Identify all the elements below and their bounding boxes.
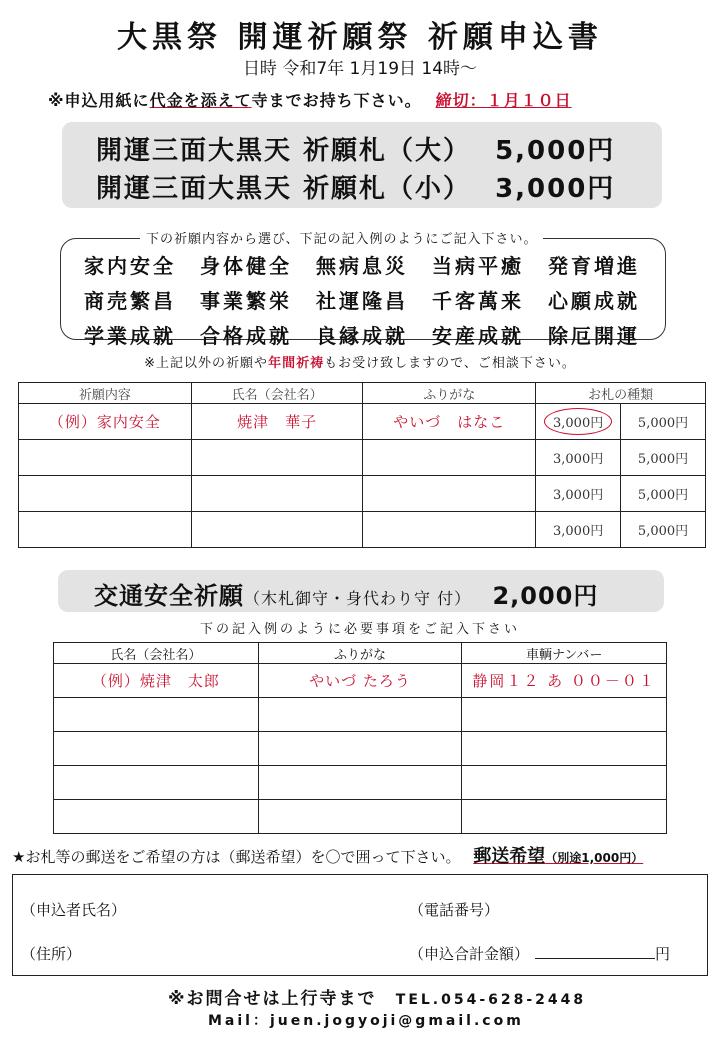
page-title: 大黒祭 開運祈願祭 祈願申込書 (117, 20, 603, 55)
input-furigana[interactable] (363, 476, 536, 512)
other-wish-note (0, 352, 720, 371)
example-furigana: やいづ たろう (258, 664, 462, 698)
input-furigana[interactable] (258, 800, 462, 834)
notice-part3: 寺までお持ち下さい。 (251, 91, 422, 110)
size-large-option[interactable]: 5,000円 (621, 512, 706, 548)
traffic-title: 交通安全祈願 (94, 582, 244, 610)
input-content[interactable] (19, 440, 192, 476)
input-name[interactable] (191, 512, 363, 548)
wish-item: 良縁成就 (316, 324, 408, 348)
input-furigana[interactable] (258, 698, 462, 732)
example-plate: 静岡１２ あ ００－０１ (462, 664, 667, 698)
example-name: （例）焼津 太郎 (54, 664, 259, 698)
mail-option-label: 郵送希望 (473, 846, 546, 867)
yen-label: 円 (655, 945, 671, 963)
wish-list-grid (72, 250, 652, 349)
mail-option[interactable] (473, 846, 643, 867)
traffic-instruction: 下の記入例のように必要事項をご記入下さい (199, 622, 520, 637)
circled-size-small: 3,000円 (544, 408, 612, 435)
amulet-small-label: 開運三面大黒天 祈願札（小） (96, 174, 472, 204)
amulet-small (96, 168, 696, 205)
input-name[interactable] (191, 476, 363, 512)
wish-item: 合格成就 (200, 324, 292, 348)
input-plate[interactable] (462, 800, 667, 834)
input-content[interactable] (19, 476, 192, 512)
address-field[interactable]: （住所） (21, 945, 82, 963)
wish-item: 無病息災 (316, 254, 408, 278)
header-amulet-type: お札の種類 (536, 383, 706, 404)
input-furigana[interactable] (363, 512, 536, 548)
input-plate[interactable] (462, 732, 667, 766)
wish-item: 家内安全 (84, 254, 176, 278)
input-plate[interactable] (462, 698, 667, 732)
annual-prayer-highlight: 年間祈祷 (268, 356, 325, 371)
size-small-option[interactable]: 3,000円 (536, 476, 621, 512)
mail-option-note: （別途1,000円） (545, 851, 644, 865)
size-large-option[interactable]: 5,000円 (621, 440, 706, 476)
amulet-large-label: 開運三面大黒天 祈願札（大） (96, 136, 472, 166)
wish-item: 事業繁栄 (200, 289, 292, 313)
total-amount-label: （申込合計金額） (409, 945, 530, 963)
inquiry-text: ※お問合せは上行寺まで (168, 989, 377, 1009)
input-name[interactable] (54, 800, 259, 834)
amulet-large (96, 130, 696, 167)
input-content[interactable] (19, 512, 192, 548)
wish-item: 心願成就 (548, 289, 640, 313)
traffic-safety-heading (94, 576, 598, 611)
example-name: 焼津 華子 (191, 404, 363, 440)
notice-part1: ※申込用紙に (48, 91, 150, 110)
other-note-after: もお受け致しますので、ご相談下さい。 (324, 356, 576, 371)
applicant-name-field[interactable]: （申込者氏名） (21, 901, 127, 919)
size-small-option[interactable]: 3,000円 (536, 512, 621, 548)
traffic-subtitle: （木札御守・身代わり守 付） (244, 589, 472, 608)
header-plate: 車輌ナンバー (462, 643, 667, 664)
traffic-table (53, 642, 667, 834)
wish-item: 身体健全 (200, 254, 292, 278)
contact-line (168, 984, 586, 1009)
input-furigana[interactable] (258, 766, 462, 800)
phone-number[interactable]: TEL.054-628-2448 (395, 992, 587, 1008)
size-large-option[interactable]: 5,000円 (621, 404, 706, 440)
wish-item: 社運隆昌 (316, 289, 408, 313)
input-name[interactable] (54, 766, 259, 800)
event-date: 日時 令和7年 1月19日 14時～ (242, 59, 478, 79)
header-name: 氏名（会社名） (54, 643, 259, 664)
phone-field[interactable]: （電話番号） (409, 901, 500, 919)
input-furigana[interactable] (258, 732, 462, 766)
example-content: （例）家内安全 (19, 404, 192, 440)
input-name[interactable] (54, 698, 259, 732)
deadline: 締切：１月１０日 (435, 91, 572, 110)
amulet-large-price: 5,000円 (495, 136, 616, 166)
wish-item: 学業成就 (84, 324, 176, 348)
size-small-option[interactable]: 3,000円 (536, 440, 621, 476)
input-plate[interactable] (462, 766, 667, 800)
wish-item: 商売繁昌 (84, 289, 176, 313)
other-note-before: ※上記以外の祈願や (144, 356, 269, 371)
mail-instruction: ★お札等の郵送をご希望の方は（郵送希望）を〇で囲って下さい。 (12, 848, 461, 866)
amulet-small-price: 3,000円 (495, 174, 616, 204)
size-small-option[interactable] (536, 404, 621, 440)
input-name[interactable] (191, 440, 363, 476)
submission-notice (48, 88, 572, 111)
wish-item: 当病平癒 (432, 254, 524, 278)
wish-item: 除厄開運 (548, 324, 640, 348)
prayer-table (18, 382, 706, 548)
wish-item: 発育増進 (548, 254, 640, 278)
wish-item: 安産成就 (432, 324, 524, 348)
header-furigana: ふりがな (363, 383, 536, 404)
notice-part2: 代金を添えて (149, 91, 252, 110)
header-content: 祈願内容 (19, 383, 192, 404)
wish-item: 千客萬来 (432, 289, 524, 313)
applicant-box (12, 874, 708, 976)
header-furigana: ふりがな (258, 643, 462, 664)
example-furigana: やいづ はなこ (363, 404, 536, 440)
wish-list-caption: 下の祈願内容から選び、下記の記入例のようにご記入下さい。 (140, 228, 543, 247)
header-name: 氏名（会社名） (191, 383, 363, 404)
traffic-safety-box (58, 570, 664, 612)
traffic-price: 2,000円 (492, 582, 599, 610)
contact-email[interactable]: Mail：juen.jogyoji@gmail.com (208, 1013, 524, 1029)
amulet-price-box (62, 122, 662, 208)
size-large-option[interactable]: 5,000円 (621, 476, 706, 512)
input-name[interactable] (54, 732, 259, 766)
input-furigana[interactable] (363, 440, 536, 476)
total-amount-field[interactable] (409, 943, 670, 964)
mail-option-line (12, 842, 643, 868)
